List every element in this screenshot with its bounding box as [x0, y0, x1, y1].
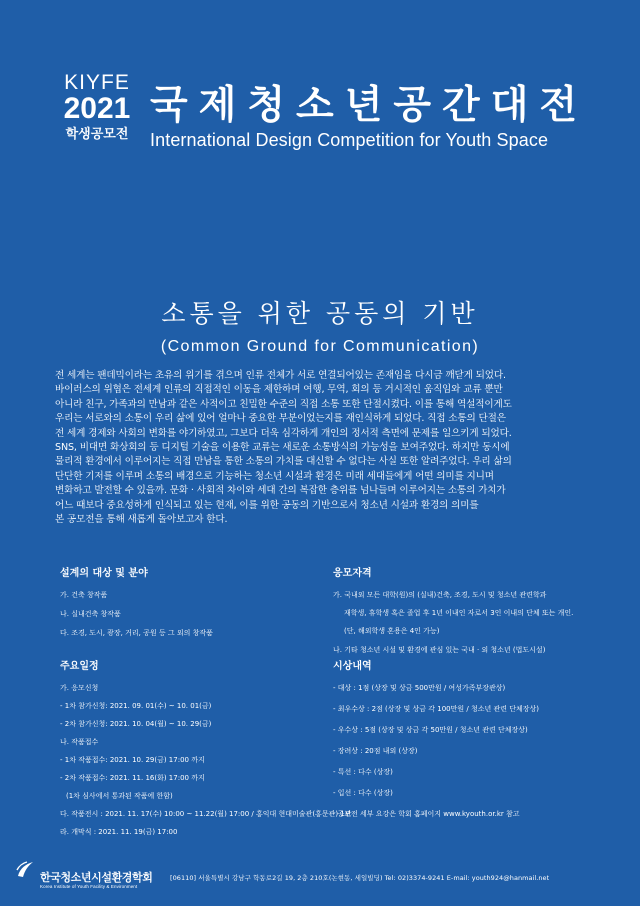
intro-line: 우리는 서로와의 소통이 우리 삶에 있어 얼마나 중요한 부분이었는지를 재인식하게 되었다. 직접 소통의 단절은	[55, 413, 506, 425]
page-title-english: International Design Competition for Youth Space	[150, 130, 549, 150]
list-item: - 장려상 : 20점 내외 (상장)	[333, 747, 418, 755]
list-item: 다. 조경, 도시, 광장, 거리, 공원 등 그 외의 창작품	[60, 629, 213, 637]
list-item: 가. 국내외 모든 대학(원)의 (실내)건축, 조경, 도시 및 청소년 관련학과	[333, 591, 547, 599]
intro-line: 본 공모전을 통해 새롭게 돌아보고자 한다.	[55, 514, 228, 526]
section-title: 주요일정	[60, 661, 99, 672]
section-title: 시상내역	[333, 661, 372, 672]
list-item: - 2차 참가신청: 2021. 10. 04(월) ~ 10. 29(금)	[60, 720, 212, 728]
section-title: 설계의 대상 및 분야	[60, 568, 148, 579]
intro-line: 바이러스의 위협은 전세계 인류의 직접적인 이동을 제한하며 여행, 무역, 회의 등 거시적인 움직임와 교류 뿐만	[55, 384, 503, 396]
list-item: - 우수상 : 5점 (상장 및 상금 각 50만원 / 청소년 관련 단체장상)	[333, 726, 528, 734]
intro-line: 변화하고 발전할 수 있을까. 문화 · 사회적 차이와 세대 간의 복잡한 층위를 넘나들며 이루어지는 소통의 가치가	[55, 485, 506, 497]
section-design-target	[60, 567, 213, 647]
list-item: 가. 응모신청	[60, 684, 99, 692]
brand-name: KIYFE	[64, 71, 130, 94]
list-item: - 최우수상 : 2점 (상장 및 상금 각 100만원 / 청소년 관련 단체장상)	[333, 705, 539, 713]
intro-line: 물리적 환경에서 이루어지는 직접 만남을 통한 소통의 가치를 대신할 수 없다는 사실 또한 알려주었다. 우리 삶의	[55, 456, 512, 468]
list-item: - 특선 : 다수 (상장)	[333, 768, 393, 776]
section-title: 응모자격	[333, 568, 372, 579]
contact-address: [06110] 서울특별시 강남구 학동로2길 19, 2층 210호(논현동, 세일빌딩) Tel: 02)3374-9241 E-mail: youth924@hanmail.net	[170, 874, 550, 882]
list-item: 라. 개막식 : 2021. 11. 19(금) 17:00	[60, 828, 178, 836]
list-item: 가. 건축 창작품	[60, 591, 108, 599]
list-item: - 입선 : 다수 (상장)	[333, 789, 393, 797]
organization-name: 한국청소년시설환경학회	[40, 871, 153, 884]
section-qualification	[333, 567, 573, 664]
list-item: 나. 실내건축 창작품	[60, 610, 121, 618]
brand-year: 2021	[63, 92, 131, 125]
intro-line: 전 세계 경제와 사회의 변화를 야기하였고, 그보다 더욱 심각하게 개인의 정서적 측면에 문제를 일으키게 되었다.	[55, 427, 512, 439]
intro-line: 아니라 친구, 가족과의 만남과 같은 사적이고 친밀한 수준의 직접 소통 또한 단절시켰다. 이를 통해 역설적이게도	[55, 398, 512, 410]
list-item: 나. 기타 청소년 시설 및 환경에 관심 있는 국내 · 외 청소년 (법도시설)	[333, 646, 546, 654]
section-prizes	[333, 660, 539, 830]
brand-block	[58, 72, 136, 144]
list-item: 나. 작품접수	[60, 738, 99, 746]
list-item: - 1차 참가신청: 2021. 09. 01(수) ~ 10. 01(금)	[60, 702, 212, 710]
theme-title-english: (Common Ground for Communication)	[160, 338, 480, 355]
intro-paragraph	[55, 369, 595, 527]
intro-line: 단단한 기저를 이루며 소통의 배경으로 기능하는 청소년 시설과 환경은 미래 세대들에게 어떤 의미를 지니며	[55, 470, 494, 482]
list-item: - 대상 : 1점 (상장 및 상금 500만원 / 여성가족부장관상)	[333, 684, 506, 692]
list-item: (단, 해외학생 혼용은 4인 가능)	[344, 627, 440, 635]
intro-line: SNS, 비대면 화상회의 등 디지털 기술을 이용한 교류는 새로운 소통방식의 가능성을 보여주었다. 하지만 동시에	[55, 442, 510, 454]
list-item: 재학생, 휴학생 혹은 졸업 후 1년 이내인 자로서 3인 이내의 단체 또는 개인.	[344, 609, 574, 617]
section-schedule	[60, 660, 352, 845]
list-item: - 2차 작품접수: 2021. 11. 16(화) 17:00 까지	[60, 774, 205, 782]
page-title: 국제청소년공간대전	[150, 83, 589, 128]
list-item: · 공모전 세부 요강은 학회 홈페이지 www.kyouth.or.kr 참고	[333, 810, 520, 818]
list-item: (1차 심사에서 통과된 작품에 한함)	[66, 792, 173, 800]
theme-title: 소통을 위한 공동의 기반	[161, 299, 479, 328]
list-item: - 1차 작품접수: 2021. 10. 29(금) 17:00 까지	[60, 756, 205, 764]
intro-line: 어느 때보다 중요성하게 인식되고 있는 현재, 이를 위한 공동의 기반으로서 청소년 시설과 환경의 의미를	[55, 499, 479, 511]
organization-logo-icon	[14, 858, 36, 880]
intro-line: 전 세계는 팬데믹이라는 초유의 위기를 겪으며 인류 전체가 서로 연결되어있는 존재임을 다시금 깨닫게 되었다.	[55, 370, 506, 381]
list-item: 다. 작품전시 : 2021. 11. 17(수) 10:00 ~ 11.22(월) 17:00 / 홍익대 현대미술관(홍문관) 1관	[60, 810, 352, 818]
brand-subtitle: 학생공모전	[65, 127, 129, 142]
organization-name-english: Korea Institute of Youth Facility & Environment	[40, 884, 138, 889]
